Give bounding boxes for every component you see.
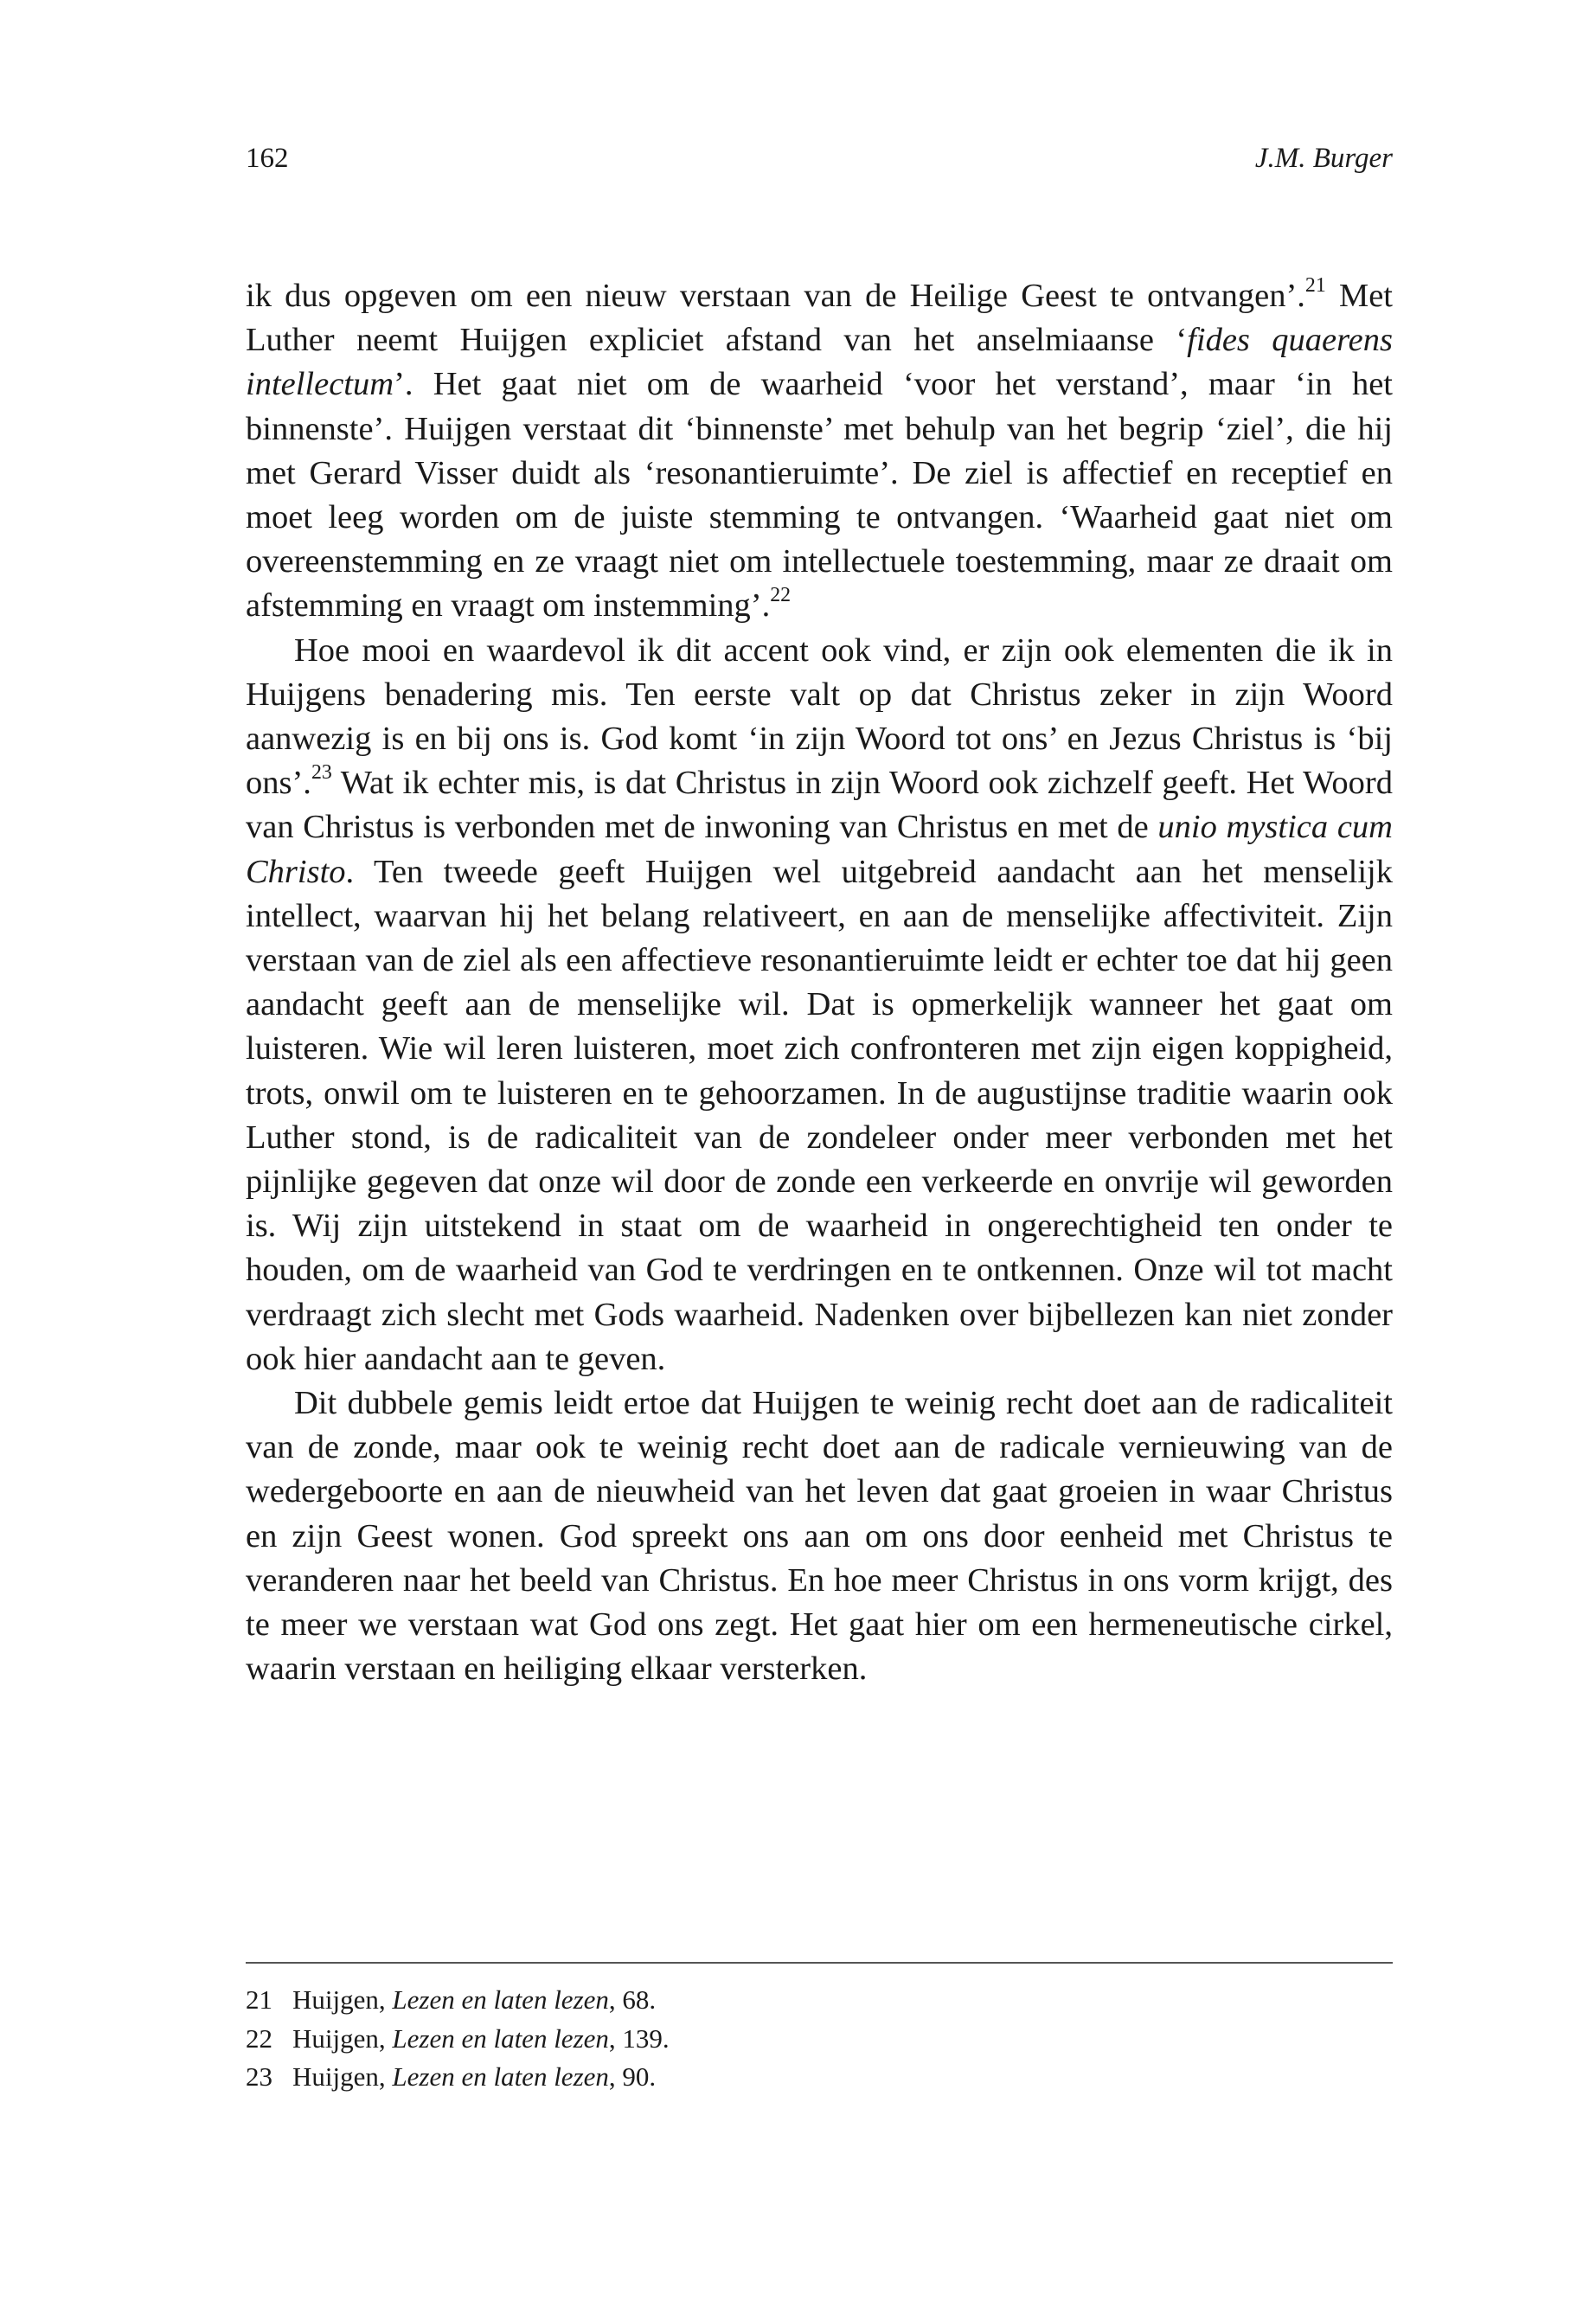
page-number: 162: [246, 143, 289, 174]
footnote-separator: [246, 1962, 1393, 1964]
footnote-ref: 23: [311, 761, 332, 785]
footnote-page: , 68.: [608, 1984, 657, 2015]
text-run: ’. Het gaat niet om de waarheid ‘voor het verstand’, maar ‘in het binnenste’. Huijgen verstaat dit ‘binnenste’ met behulp van het begrip ‘ziel’, die hij met Gerard Visser duidt als ‘resonantieruimte’. De ziel is affectief en receptief en moet leeg worden om de juiste stemming te ontvangen. ‘Waarheid gaat niet om overeenstemming en ze vraagt niet om intellectuele toestemming, maar ze draait om afstemming en vraagt om instemming’.: [246, 366, 1393, 625]
footnote-page: , 139.: [608, 2022, 670, 2054]
footnote-author: Huijgen,: [292, 2022, 393, 2054]
text-run: . Ten tweede geeft Huijgen wel uitgebreid aandacht aan het menselijk intellect, waarvan hij het belang relativeert, en aan de menselijke affectiviteit. Zijn verstaan van de ziel als een affectieve resonantieruimte leidt er echter toe dat hij geen aandacht geeft aan de menselijke wil. Dat is opmerkelijk wanneer het gaat om luisteren. Wie wil leren luisteren, moet zich confronteren met zijn eigen koppigheid, trots, onwil om te luisteren en te gehoorzamen. In de augustijnse traditie waarin ook Luther stond, is de radicaliteit van de zondeleer onder meer verbonden met het pijnlijke gegeven dat onze wil door de zonde een verkeerde en onvrije wil geworden is. Wij zijn uitstekend in staat om de waarheid in ongerechtigheid ten onder te houden, om de waarheid van God te verdringen en te ontkennen. Onze wil tot macht verdraagt zich slecht met Gods waarheid. Nadenken over bijbellezen kan niet zonder ook hier aandacht aan te geven.: [246, 853, 1393, 1377]
text-run: Met Luther neemt Huijgen expliciet afstand van het anselmiaanse ‘: [246, 278, 1393, 359]
footnote-ref: 21: [1304, 273, 1326, 297]
italic-phrase: fides quaerens intellectum: [246, 322, 1393, 403]
footnotes: [246, 1981, 1393, 2097]
footnote: [246, 2020, 1393, 2059]
footnote-title: Lezen en laten lezen: [392, 2022, 609, 2054]
italic-phrase: unio mystica cum Christo: [246, 809, 1393, 890]
text-run: ik dus opgeven om een nieuw verstaan van de Heilige Geest te ontvangen’.: [246, 278, 1305, 314]
text-run: Dit dubbele gemis leidt ertoe dat Huijgen te weinig recht doet aan de radicaliteit van de zonde, maar ook te weinig recht doet aan de radicale vernieuwing van de wedergeboorte en aan de nieuwheid van het leven dat gaat groeien in waar Christus en zijn Geest wonen. God spreekt ons aan om ons door eenheid met Christus te veranderen naar het beeld van Christus. En hoe meer Christus in ons vorm krijgt, des te meer we verstaan wat God ons zegt. Het gaat hier om een hermeneutische cirkel, waarin verstaan en heiliging elkaar versterken.: [246, 1385, 1393, 1688]
footnote-number: 23: [246, 2061, 272, 2092]
footnote-author: Huijgen,: [292, 1984, 393, 2015]
footnote-number: 22: [246, 2022, 272, 2054]
footnote-title: Lezen en laten lezen: [392, 1984, 609, 2015]
body-text: [246, 274, 1393, 1692]
footnote: [246, 1981, 1393, 2020]
footnote-ref: 22: [770, 584, 792, 607]
footnote-author: Huijgen,: [292, 2061, 393, 2092]
footnote-page: , 90.: [608, 2061, 657, 2092]
footnote-number: 21: [246, 1984, 272, 2015]
running-head: [246, 137, 1393, 180]
text-run: Hoe mooi en waardevol ik dit accent ook vind, er zijn ook elementen die ik in Huijgens benadering mis. Ten eerste valt op dat Christus zeker in zijn Woord aanwezig is en bij ons is. God komt ‘in zijn Woord tot ons’ en Jezus Christus is ‘bij ons’.: [246, 631, 1393, 802]
paragraph: [246, 274, 1393, 629]
paragraph: [246, 629, 1393, 1381]
footnote-title: Lezen en laten lezen: [392, 2061, 609, 2092]
footnote: [246, 2058, 1393, 2097]
paragraph: [246, 1381, 1393, 1691]
running-head-author: J.M. Burger: [1254, 143, 1393, 174]
text-run: Wat ik echter mis, is dat Christus in zijn Woord ook zichzelf geeft. Het Woord van Christus is verbonden met de inwoning van Christus en met de: [246, 765, 1393, 846]
